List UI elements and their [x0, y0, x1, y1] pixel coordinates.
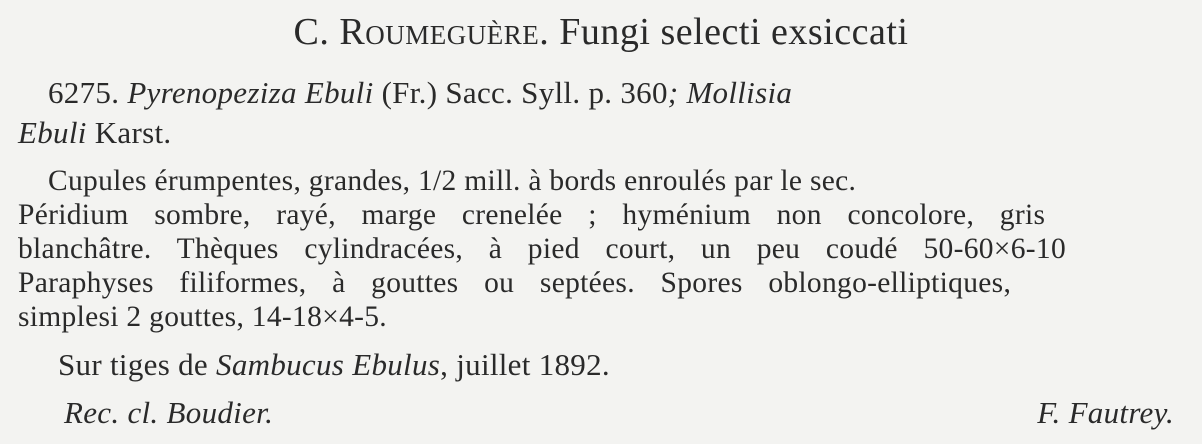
description-line-5: simplesi 2 gouttes, 14-18×4-5.	[18, 301, 387, 333]
entry-number: 6275.	[48, 75, 120, 110]
synonym-genus: Mollisia	[686, 75, 793, 110]
series-title: . Fungi selecti exsiccati	[539, 11, 909, 53]
collection-date: , juillet 1892.	[440, 347, 610, 382]
description-line-4: Paraphyses filiformes, à gouttes ou septées. Spores oblongo-elliptiques,	[18, 267, 1012, 299]
description-line-1: Cupules érumpentes, grandes, 1/2 mill. à bords enroulés par le sec.	[48, 165, 857, 197]
species-authority: (Fr.) Sacc. Syll. p. 360	[381, 75, 668, 110]
host-plant: Sambucus Ebulus	[216, 347, 441, 382]
habitat-prefix: Sur tiges de	[58, 347, 208, 382]
synonym-epithet: Ebuli	[18, 115, 87, 150]
separator: ;	[667, 75, 679, 110]
description-line-2: Péridium sombre, rayé, marge crenelée ; hyménium non concolore, gris	[18, 199, 1046, 231]
habitat-line	[58, 347, 610, 383]
description-line-3: blanchâtre. Thèques cylindracées, à pied court, un peu coudé 50-60×6-10	[18, 233, 1067, 265]
collector: Rec. cl. Boudier.	[64, 395, 274, 430]
synonym-authority: Karst.	[94, 115, 172, 150]
author-initial: C.	[293, 11, 330, 53]
entry-line-1	[48, 75, 792, 111]
series-header	[0, 10, 1202, 54]
determiner: F. Fautrey.	[1037, 395, 1174, 430]
author-name: Roumeguère	[339, 11, 540, 53]
species-name: Pyrenopeziza Ebuli	[127, 75, 374, 110]
entry-line-2	[18, 115, 171, 151]
